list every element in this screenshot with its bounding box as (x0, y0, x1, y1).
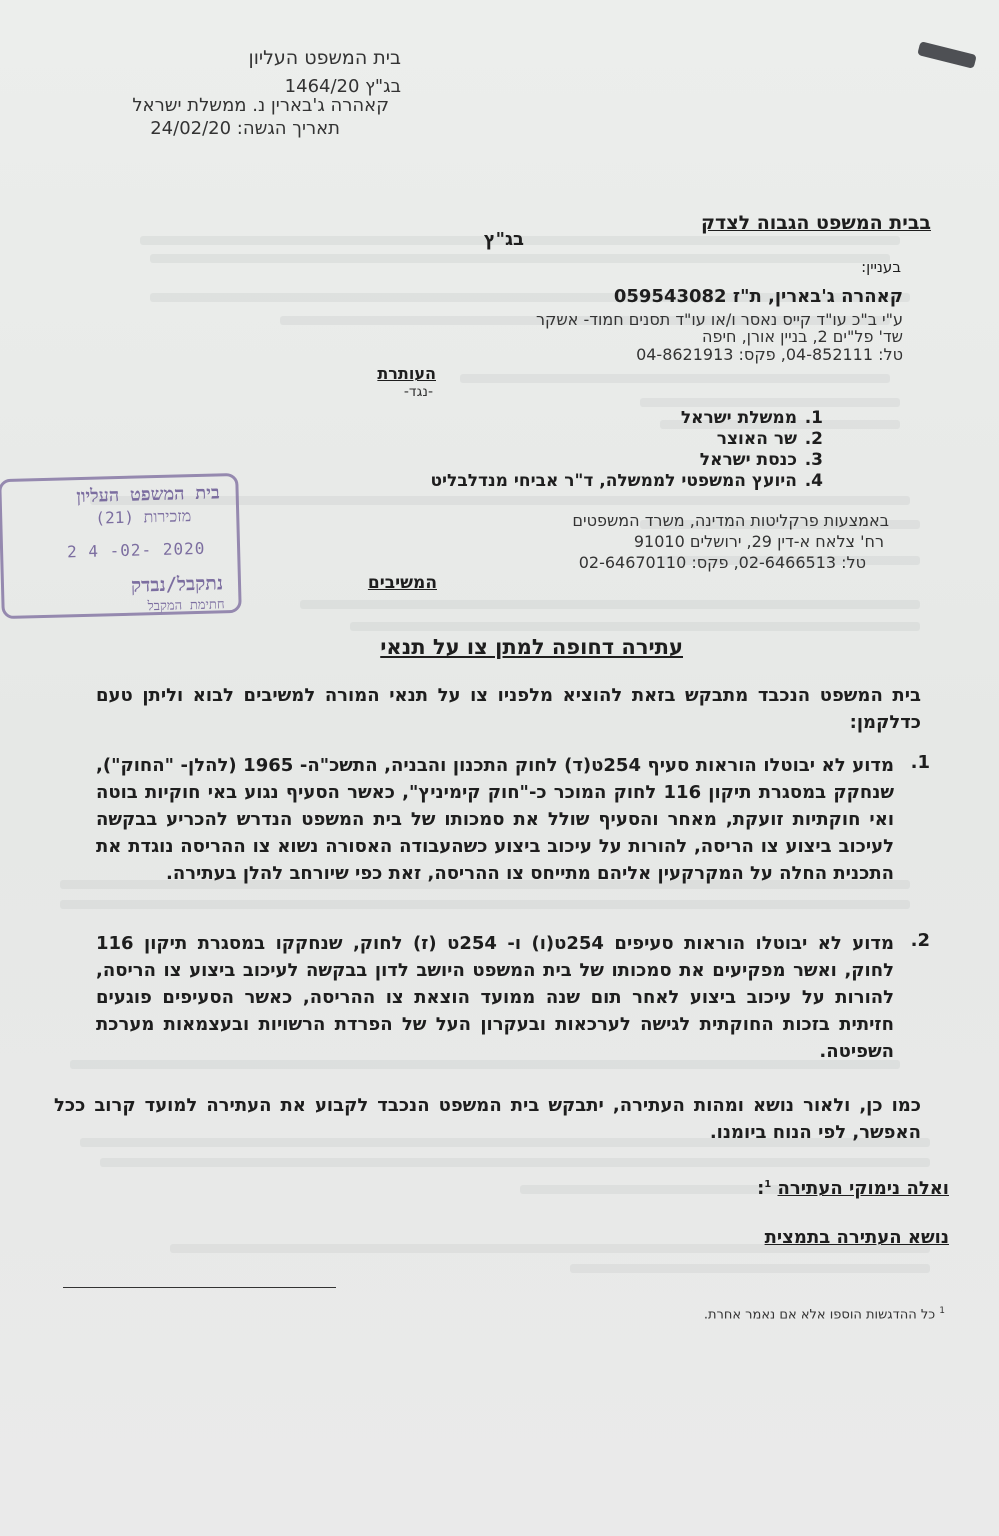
item-number: 1. (910, 752, 930, 773)
respondent-item: 4.היועץ המשפטי לממשלה, ד"ר אביחי מנדלבליט (430, 471, 823, 491)
relief-item (96, 930, 930, 1065)
respondents-address: רח' צלאח א-דין 29, ירושלים 91010 (633, 532, 884, 551)
stamp-signature-label: חתימת המקבל (147, 597, 225, 615)
closing-paragraph: כמו כן, ולאור נושא ומהות העתירה, יתבקש בית המשפט הנכבד לקבוע את העתירה למועד קרוב ככל האפשר, לפי הנוח ביומנו. (54, 1095, 921, 1143)
respondent-item: 1.ממשלת ישראל (680, 408, 823, 428)
summary-heading: נושא העתירה בתמצית (764, 1227, 949, 1248)
petitioner-phone: טל: 04-852111, פקס: 04-8621913 (636, 345, 903, 364)
court-header: בית המשפט העליון (248, 47, 401, 69)
item-text: מדוע לא יבוטלו הוראות סעיף 254ט(ד) לחוק התכנון והבניה, התשכ"ה- 1965 (להלן- "החוק"), שנחקק במסגרת תיקון 116 לחוק המוכר כ-"חוק קימיניץ", כאשר הסעיף נגוע באי חוקיות בוטה ואי חוקתיות זועקת, מאחר והסעיף שולל את סמכותו של בית המשפט הנדרש להכריע בבקשה לעיכוב ביצוע צו הריסה, להורות על עיכוב ביצוע כשהעבודה האסורה נשוא צו ההריסה נוגדת את התכנית החלה על המקרקעין אליהם מתייחס צו ההריסה, זאת כפי שיורחב להלן בעתירה. (96, 755, 895, 884)
petitioner-label: העותרת (377, 364, 436, 383)
respondent-item: 2.שר האוצר (716, 429, 823, 449)
reasons-heading: ואלה נימוקי העתירה $^1$: (757, 1178, 949, 1199)
footnote-ref: 1 (764, 1179, 772, 1190)
relief-item (96, 752, 930, 887)
footnote (704, 1306, 945, 1322)
item-text: מדוע לא יבוטלו הוראות סעיפים 254ט(ו) ו- 254ט (ז) לחוק, שנחקקו במסגרת תיקון 116 לחוק, ואשר מפקיעים את סמכותו של בית המשפט היושב לדון בבקשה לעיכוב ביצוע צו הריסה, להורות על עיכוב ביצוע לאחר תום שנה ממועד הוצאת צו ההריסה, כאשר הסעיפים פוגעים חזיתית בזכות החוקתית לגישה לערכאות ובעקרון העל של הפרדת הרשויות ובעצמאות מערכת השפיטה. (96, 933, 894, 1062)
against-label: -נגד- (403, 384, 433, 400)
received-stamp (0, 473, 242, 619)
respondents-phone: טל: 02-6466513, פקס: 02-64670110 (578, 553, 866, 572)
pen-mark (917, 41, 977, 69)
stamp-date: 2 4 -02- 2020 (66, 538, 206, 562)
court-title: בבית המשפט הגבוה לצדק (701, 212, 931, 234)
filing-date: תאריך הגשה: 24/02/20 (150, 118, 340, 139)
footnote-number: 1 (939, 1306, 945, 1316)
petitioner-name: קאהרה ג'בארין, ת"ז 059543082 (613, 286, 903, 307)
stamp-received: נתקבל/נבדק (130, 572, 224, 597)
intro-paragraph: בית המשפט הנכבד מתבקש בזאת להוציא מלפניו צו על תנאי המורה למשיבים לבוא וליתן טעם כדלקמן: (96, 685, 921, 733)
respondents-list (223, 408, 823, 492)
case-number: בג"ץ 1464/20 (284, 76, 401, 97)
respondent-item: 3.כנסת ישראל (699, 450, 823, 470)
footnote-divider (63, 1287, 336, 1288)
stamp-court: בית המשפט העליון (76, 482, 220, 508)
petitioner-address: שד' פל"ים 2, בניין אורן, חיפה (702, 327, 903, 346)
respondents-label: המשיבים (367, 573, 437, 593)
case-type: בג"ץ (483, 229, 524, 250)
footnote-text: כל ההדגשות הוספו אלא אם נאמר אחרת. (703, 1307, 936, 1323)
item-number: 2. (910, 930, 930, 951)
petitioner-counsel: ע"י ב"כ עו"ד קייס נאסר ו/או עו"ד תסנים חמוד- אשקר (535, 310, 903, 329)
stamp-registry: מזכירות (21) (95, 506, 192, 528)
respondents-representation: באמצעות פרקליטות המדינה, משרד המשפטים (572, 511, 889, 530)
petition-title: עתירה דחופה למתן צו על תנאי (380, 635, 683, 659)
case-parties: קאהרה ג'בארין נ. ממשלת ישראל (132, 95, 389, 116)
in-matter-label: בעניין: (861, 258, 901, 276)
